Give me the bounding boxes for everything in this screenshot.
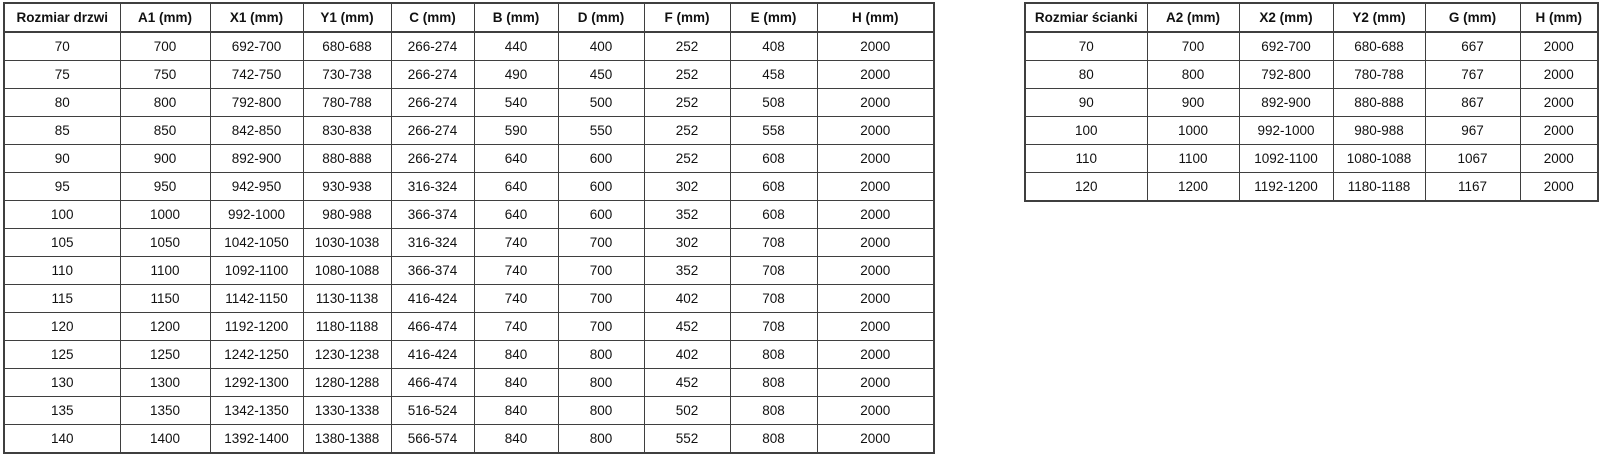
table-row <box>4 313 934 341</box>
table-cell: 130 <box>4 369 120 397</box>
table-cell: 2000 <box>817 201 934 229</box>
table-row <box>4 117 934 145</box>
column-header: Y1 (mm) <box>303 3 391 32</box>
table-cell: 680-688 <box>303 32 391 61</box>
table-row <box>1025 61 1598 89</box>
table-cell: 402 <box>644 341 730 369</box>
table-cell: 1042-1050 <box>210 229 303 257</box>
table-cell: 1100 <box>120 257 210 285</box>
table-cell: 1100 <box>1147 145 1239 173</box>
table-cell: 2000 <box>817 313 934 341</box>
table-cell: 830-838 <box>303 117 391 145</box>
table-cell: 740 <box>474 285 558 313</box>
table-cell: 1000 <box>120 201 210 229</box>
table-cell: 125 <box>4 341 120 369</box>
table-cell: 1080-1088 <box>303 257 391 285</box>
table-cell: 1330-1338 <box>303 397 391 425</box>
table-cell: 105 <box>4 229 120 257</box>
table-cell: 842-850 <box>210 117 303 145</box>
table-cell: 2000 <box>1520 89 1598 117</box>
table-cell: 266-274 <box>391 145 474 173</box>
table-cell: 692-700 <box>1239 32 1333 61</box>
table-cell: 740 <box>474 257 558 285</box>
table-cell: 120 <box>4 313 120 341</box>
table-cell: 85 <box>4 117 120 145</box>
table-cell: 252 <box>644 145 730 173</box>
table-cell: 840 <box>474 397 558 425</box>
table-cell: 266-274 <box>391 89 474 117</box>
table-cell: 1342-1350 <box>210 397 303 425</box>
table-cell: 302 <box>644 229 730 257</box>
table-row <box>4 341 934 369</box>
column-header: X1 (mm) <box>210 3 303 32</box>
table-cell: 708 <box>730 285 817 313</box>
table-cell: 640 <box>474 145 558 173</box>
table-cell: 942-950 <box>210 173 303 201</box>
table-cell: 708 <box>730 313 817 341</box>
table-row <box>4 32 934 61</box>
table-cell: 640 <box>474 173 558 201</box>
table-cell: 2000 <box>1520 173 1598 202</box>
table-cell: 892-900 <box>210 145 303 173</box>
table-cell: 466-474 <box>391 369 474 397</box>
table-cell: 1292-1300 <box>210 369 303 397</box>
table-cell: 700 <box>1147 32 1239 61</box>
table-cell: 90 <box>4 145 120 173</box>
table-cell: 2000 <box>817 285 934 313</box>
table-cell: 1250 <box>120 341 210 369</box>
table-cell: 70 <box>4 32 120 61</box>
table-cell: 867 <box>1425 89 1520 117</box>
table-cell: 900 <box>120 145 210 173</box>
table-cell: 750 <box>120 61 210 89</box>
column-header: B (mm) <box>474 3 558 32</box>
table-cell: 440 <box>474 32 558 61</box>
table-cell: 408 <box>730 32 817 61</box>
table-cell: 880-888 <box>303 145 391 173</box>
column-header: F (mm) <box>644 3 730 32</box>
table-cell: 1200 <box>120 313 210 341</box>
table-row <box>4 145 934 173</box>
table-cell: 266-274 <box>391 32 474 61</box>
table-cell: 140 <box>4 425 120 454</box>
table-cell: 252 <box>644 32 730 61</box>
table-cell: 266-274 <box>391 117 474 145</box>
table-cell: 640 <box>474 201 558 229</box>
table-cell: 792-800 <box>1239 61 1333 89</box>
table-cell: 880-888 <box>1333 89 1425 117</box>
table-cell: 800 <box>1147 61 1239 89</box>
table-cell: 708 <box>730 229 817 257</box>
table-cell: 2000 <box>817 173 934 201</box>
table-cell: 930-938 <box>303 173 391 201</box>
table-cell: 1000 <box>1147 117 1239 145</box>
table-cell: 1050 <box>120 229 210 257</box>
table-cell: 100 <box>4 201 120 229</box>
table-cell: 800 <box>120 89 210 117</box>
table-cell: 740 <box>474 229 558 257</box>
table-cell: 1392-1400 <box>210 425 303 454</box>
table-cell: 1242-1250 <box>210 341 303 369</box>
table-cell: 680-688 <box>1333 32 1425 61</box>
table-cell: 600 <box>558 201 644 229</box>
table-row <box>1025 145 1598 173</box>
table-cell: 120 <box>1025 173 1147 202</box>
table-header-row <box>1025 3 1598 32</box>
table-cell: 2000 <box>1520 32 1598 61</box>
table-cell: 992-1000 <box>1239 117 1333 145</box>
column-header: C (mm) <box>391 3 474 32</box>
table-cell: 366-374 <box>391 201 474 229</box>
table-cell: 500 <box>558 89 644 117</box>
column-header: Rozmiar drzwi <box>4 3 120 32</box>
table-cell: 967 <box>1425 117 1520 145</box>
table-cell: 840 <box>474 341 558 369</box>
table-row <box>1025 32 1598 61</box>
table-cell: 767 <box>1425 61 1520 89</box>
table-cell: 1230-1238 <box>303 341 391 369</box>
table-row <box>4 397 934 425</box>
table-cell: 740 <box>474 313 558 341</box>
table-cell: 2000 <box>817 145 934 173</box>
table-cell: 700 <box>558 229 644 257</box>
table-cell: 352 <box>644 257 730 285</box>
table-cell: 458 <box>730 61 817 89</box>
table-cell: 808 <box>730 425 817 454</box>
table-cell: 75 <box>4 61 120 89</box>
table-cell: 558 <box>730 117 817 145</box>
column-header: X2 (mm) <box>1239 3 1333 32</box>
table-cell: 402 <box>644 285 730 313</box>
table-cell: 1192-1200 <box>210 313 303 341</box>
table-cell: 502 <box>644 397 730 425</box>
table-row <box>4 229 934 257</box>
table-cell: 800 <box>558 425 644 454</box>
table-cell: 2000 <box>817 341 934 369</box>
door-sizes-table <box>3 2 935 454</box>
table-cell: 808 <box>730 369 817 397</box>
table-cell: 2000 <box>817 369 934 397</box>
table-row <box>1025 89 1598 117</box>
table-cell: 1380-1388 <box>303 425 391 454</box>
table-cell: 100 <box>1025 117 1147 145</box>
table-cell: 550 <box>558 117 644 145</box>
table-cell: 416-424 <box>391 285 474 313</box>
table-cell: 110 <box>1025 145 1147 173</box>
table-cell: 1180-1188 <box>303 313 391 341</box>
table-cell: 950 <box>120 173 210 201</box>
table-cell: 792-800 <box>210 89 303 117</box>
table-cell: 808 <box>730 397 817 425</box>
table-cell: 252 <box>644 61 730 89</box>
table-row <box>4 201 934 229</box>
table-cell: 2000 <box>817 89 934 117</box>
table-cell: 552 <box>644 425 730 454</box>
table-cell: 252 <box>644 89 730 117</box>
table-cell: 800 <box>558 341 644 369</box>
table-cell: 2000 <box>817 229 934 257</box>
table-cell: 1092-1100 <box>1239 145 1333 173</box>
table-cell: 1192-1200 <box>1239 173 1333 202</box>
table-cell: 566-574 <box>391 425 474 454</box>
table-cell: 1180-1188 <box>1333 173 1425 202</box>
table-cell: 1080-1088 <box>1333 145 1425 173</box>
table-cell: 2000 <box>817 397 934 425</box>
column-header: D (mm) <box>558 3 644 32</box>
table-cell: 508 <box>730 89 817 117</box>
table-cell: 608 <box>730 173 817 201</box>
door-table-body <box>4 32 934 453</box>
table-row <box>1025 173 1598 202</box>
table-cell: 2000 <box>817 257 934 285</box>
table-cell: 692-700 <box>210 32 303 61</box>
table-cell: 1067 <box>1425 145 1520 173</box>
table-cell: 700 <box>120 32 210 61</box>
table-cell: 742-750 <box>210 61 303 89</box>
table-cell: 70 <box>1025 32 1147 61</box>
table-cell: 266-274 <box>391 61 474 89</box>
table-cell: 900 <box>1147 89 1239 117</box>
table-cell: 1030-1038 <box>303 229 391 257</box>
table-cell: 1200 <box>1147 173 1239 202</box>
table-cell: 115 <box>4 285 120 313</box>
table-cell: 700 <box>558 285 644 313</box>
column-header: H (mm) <box>1520 3 1598 32</box>
table-row <box>1025 117 1598 145</box>
table-cell: 1142-1150 <box>210 285 303 313</box>
table-cell: 1400 <box>120 425 210 454</box>
table-cell: 452 <box>644 369 730 397</box>
table-cell: 80 <box>1025 61 1147 89</box>
table-row <box>4 285 934 313</box>
table-cell: 316-324 <box>391 229 474 257</box>
table-cell: 90 <box>1025 89 1147 117</box>
column-header: A1 (mm) <box>120 3 210 32</box>
column-header: Y2 (mm) <box>1333 3 1425 32</box>
table-cell: 416-424 <box>391 341 474 369</box>
table-cell: 450 <box>558 61 644 89</box>
table-cell: 780-788 <box>1333 61 1425 89</box>
table-cell: 516-524 <box>391 397 474 425</box>
table-cell: 800 <box>558 369 644 397</box>
column-header: E (mm) <box>730 3 817 32</box>
table-cell: 302 <box>644 173 730 201</box>
table-cell: 400 <box>558 32 644 61</box>
table-row <box>4 61 934 89</box>
table-cell: 2000 <box>1520 117 1598 145</box>
table-row <box>4 425 934 454</box>
table-cell: 80 <box>4 89 120 117</box>
table-cell: 700 <box>558 313 644 341</box>
table-cell: 2000 <box>817 117 934 145</box>
table-cell: 730-738 <box>303 61 391 89</box>
table-cell: 840 <box>474 425 558 454</box>
table-row <box>4 257 934 285</box>
table-cell: 780-788 <box>303 89 391 117</box>
table-cell: 110 <box>4 257 120 285</box>
table-cell: 608 <box>730 145 817 173</box>
table-cell: 452 <box>644 313 730 341</box>
table-row <box>4 369 934 397</box>
table-cell: 590 <box>474 117 558 145</box>
table-cell: 1092-1100 <box>210 257 303 285</box>
table-cell: 850 <box>120 117 210 145</box>
table-row <box>4 173 934 201</box>
table-cell: 316-324 <box>391 173 474 201</box>
table-cell: 980-988 <box>303 201 391 229</box>
table-header-row <box>4 3 934 32</box>
table-cell: 540 <box>474 89 558 117</box>
table-row <box>4 89 934 117</box>
table-cell: 840 <box>474 369 558 397</box>
table-cell: 980-988 <box>1333 117 1425 145</box>
table-cell: 95 <box>4 173 120 201</box>
table-cell: 2000 <box>817 61 934 89</box>
column-header: G (mm) <box>1425 3 1520 32</box>
table-cell: 1300 <box>120 369 210 397</box>
column-header: Rozmiar ścianki <box>1025 3 1147 32</box>
table-cell: 490 <box>474 61 558 89</box>
table-cell: 352 <box>644 201 730 229</box>
table-cell: 2000 <box>1520 145 1598 173</box>
table-cell: 466-474 <box>391 313 474 341</box>
table-cell: 992-1000 <box>210 201 303 229</box>
wall-table-body <box>1025 32 1598 201</box>
wall-sizes-table <box>1024 2 1599 202</box>
table-cell: 366-374 <box>391 257 474 285</box>
table-cell: 608 <box>730 201 817 229</box>
table-cell: 700 <box>558 257 644 285</box>
table-cell: 808 <box>730 341 817 369</box>
column-header: H (mm) <box>817 3 934 32</box>
table-cell: 1350 <box>120 397 210 425</box>
table-cell: 1280-1288 <box>303 369 391 397</box>
table-cell: 1130-1138 <box>303 285 391 313</box>
table-cell: 600 <box>558 145 644 173</box>
table-cell: 1167 <box>1425 173 1520 202</box>
table-cell: 800 <box>558 397 644 425</box>
table-cell: 2000 <box>817 425 934 454</box>
table-cell: 892-900 <box>1239 89 1333 117</box>
table-cell: 252 <box>644 117 730 145</box>
column-header: A2 (mm) <box>1147 3 1239 32</box>
table-cell: 1150 <box>120 285 210 313</box>
table-cell: 708 <box>730 257 817 285</box>
table-cell: 667 <box>1425 32 1520 61</box>
table-cell: 135 <box>4 397 120 425</box>
table-cell: 2000 <box>1520 61 1598 89</box>
table-cell: 2000 <box>817 32 934 61</box>
table-cell: 600 <box>558 173 644 201</box>
